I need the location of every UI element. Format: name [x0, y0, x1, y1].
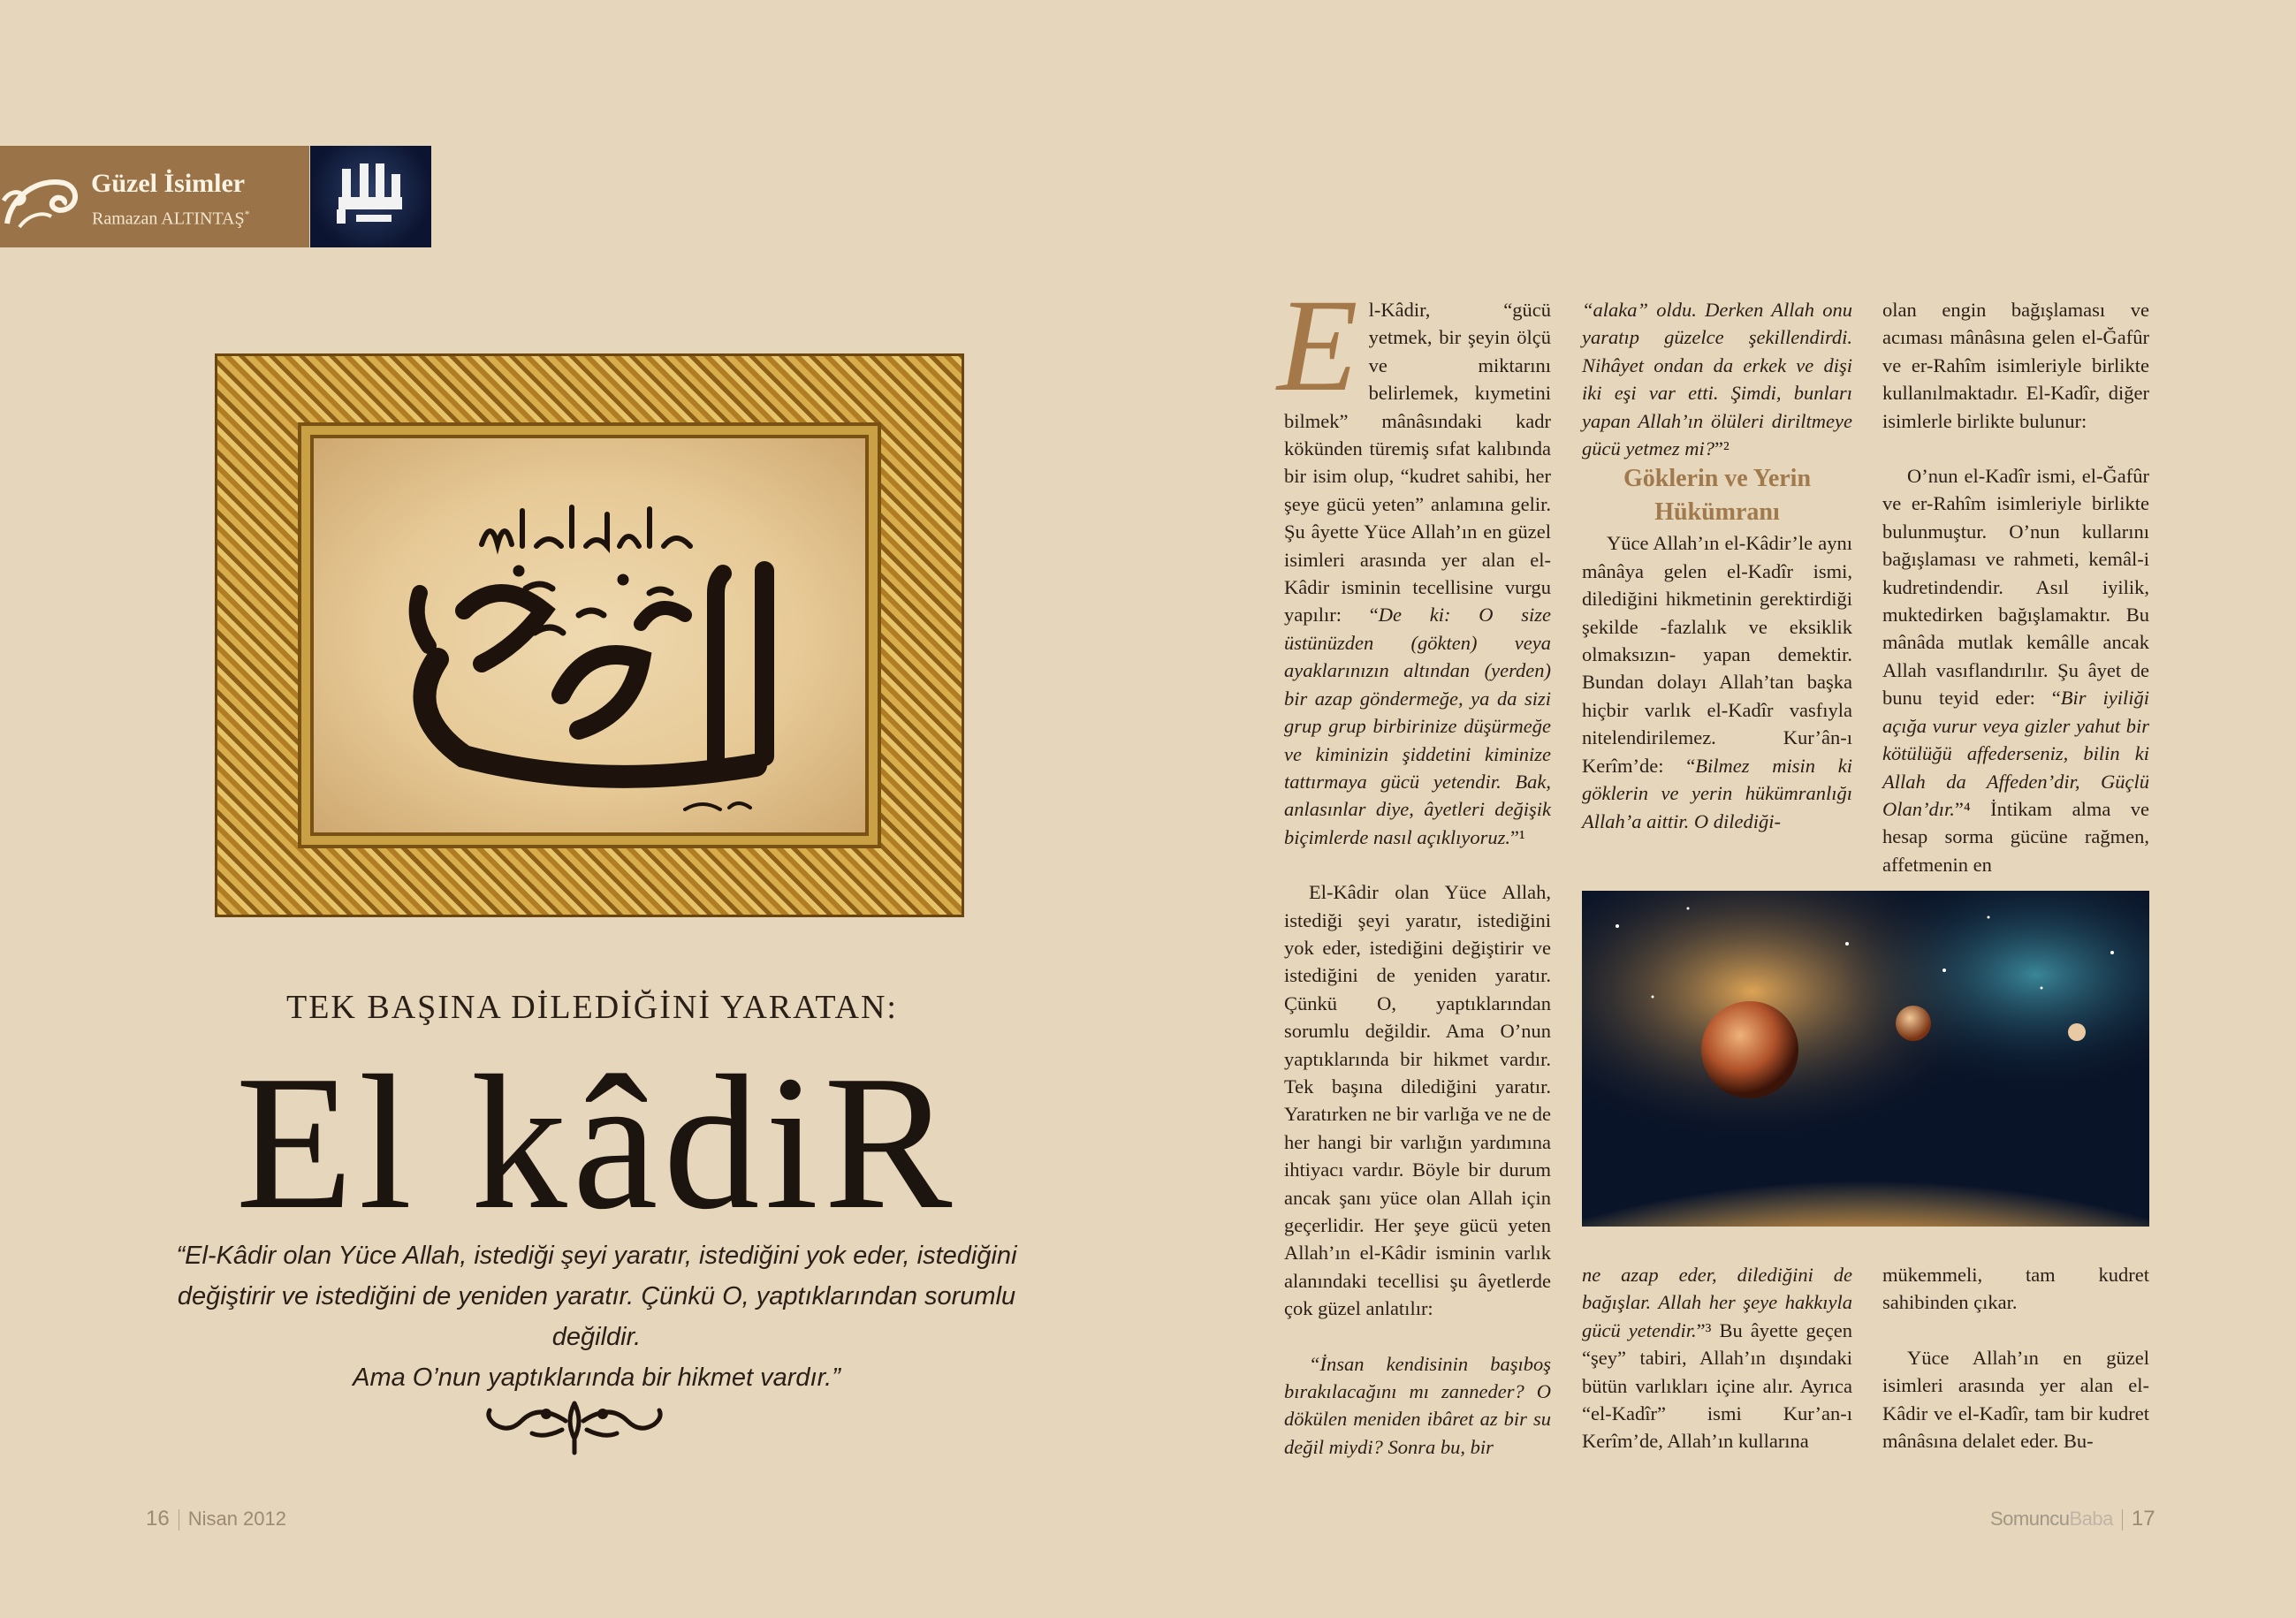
kufic-allah-icon: [330, 162, 411, 232]
left-page-footer: [146, 1507, 286, 1531]
section-title: Güzel İsimler: [91, 169, 246, 198]
right-page-footer: [1990, 1507, 2155, 1531]
calligraphy-frame: [215, 353, 964, 917]
article-column-3-continued: mükemmeli, tam kudret sahibinden çıkar. Yüce Allah’ın en güzel isimleri arasında yer alan el-Kâdir ve el-Kadîr, tam bir kudret mânâsına delalet eder. Bu-: [1882, 1264, 2149, 1453]
left-page-number: 16: [146, 1507, 170, 1531]
author-name: Ramazan ALTINTAŞ*: [92, 208, 250, 229]
section-subheading: Göklerin ve Yerin Hükümranı: [1623, 465, 1812, 527]
issue-date: Nisan 2012: [187, 1508, 287, 1530]
article-column-3: olan engin bağışlaması ve acıması mânâsına gelen el-Ğafûr ve er-Rahîm isimleriyle birlikte kullanılmaktadır. El-Kadîr, diğer isimlerle birlikte bulunur: O’nun el-Kadîr ismi, el-Ğafûr ve er-Rahîm isimleriyle birlikte bulunmuştur. O’nun kullarını bağışlaması ve rahmeti, kemâl-i kudretindendir. Asıl iyilik, muktedirken bağışlamaktır. Bu mânâda mutlak kemâlle ancak Allah vasıflandırılır. Şu âyet de bunu teyid eder: “Bir iyiliği açığa vurur veya gizler yahut bir kötülüğü affederseniz, bilin ki Allah da Affeden’dir, Güçlü Olan’dır.”⁴ İntikam alma ve hesap sorma gücüne rağmen, affetmenin en: [1882, 299, 2149, 876]
kufic-tile: [310, 146, 431, 247]
calligraphy-panel: [314, 438, 865, 832]
swirl-ornament-icon: [2, 165, 83, 231]
cosmos-image: [1582, 891, 2149, 1227]
article-column-2: “alaka” oldu. Derken Allah onu yaratıp güzelce şekillendirdi. Nihâyet ondan da erkek ve dişi iki eşi var etti. Şimdi, bunları yapan Allah’ın ölüleri diriltmeye gücü yetmez mi?”² Göklerin ve Yerin Hükümranı Yüce Allah’ın el-Kâdir’le aynı mânâya gelen el-Kadîr ismi, dilediğini hikmetinin gerektirdiği şekilde -fazlalık ve eksiklik olmaksızın- yapan demektir. Bundan dolayı Allah’tan başka hiçbir varlık el-Kadîr vasfıyla nitelendirilemez. Kur’ân-ı Kerîm’de: “Bilmez misin ki göklerin ve yerin hükümranlığı Allah’a aittir. O dilediği-: [1582, 299, 1852, 832]
article-title: El kâdiR: [235, 1037, 958, 1250]
pull-quote: “El-Kâdir olan Yüce Allah, istediği şeyi yaratır, istediğini yok eder, istediğini değiştirir ve istediğini de yeniden yaratır. Çünkü O, yaptıklarından sorumlu değildir. Ama O’nun yaptıklarında bir hikmet vardır.”: [176, 1242, 1017, 1392]
article-column-1: El-Kâdir, “gücü yetmek, bir şeyin ölçü ve miktarını belirlemek, kıymetini bilmek” mânâsındaki kadr kökünden türemiş sıfat kalıbında bir isim olup, “kudret sahibi, her şeye gücü yeten” anlamına gelir. Şu âyette Yüce Allah’ın en güzel isimleri arasında yer alan el-Kâdir isminin tecellisine vurgu yapılır: “De ki: O size üstünüzden (gökten) veya ayaklarınızın altından (yerden) bir azap göndermeğe, ya da sizi grup grup birbirinize düşürmeğe ve kiminizin şiddetini kiminize tattırmaya gücü yetendir. Bak, anlasınlar diye, âyetleri değişik biçimlerde nasıl açıklıyoruz.”¹ El-Kâdir olan Yüce Allah, istediği şeyi yaratır, istediğini yok eder, istediğini değiştirir ve istediğini de yeniden yaratır. Çünkü O, yaptıklarından sorumlu değildir. Ama O’nun yaptıklarında bir hikmet vardır. Tek başına dilediğini yaratır. Yaratırken ne bir varlığa ve ne de her hangi bir varlığın yardımına ihtiyacı vardır. Böyle bir durum ancak şanı yüce olan Allah için geçerlidir. Her şeye gücü yeten Allah’ın el-Kâdir isminin varlık alanındaki tecellisi şu âyetlerde çok güzel anlatılır: “İnsan kendisinin başıboş bırakılacağını mı zanneder? O dökülen meniden ibâret az bir su değil miydi? Sonra bu, bir: [1277, 272, 1551, 1458]
section-header: [0, 146, 309, 247]
article-subtitle: TEK BAŞINA DİLEDİĞİNİ YARATAN:: [286, 989, 898, 1026]
right-page-number: 17: [2131, 1507, 2155, 1531]
drop-cap: E: [1277, 272, 1358, 419]
article-column-2-continued: ne azap eder, dilediğini de bağışlar. Allah her şeye hakkıyla gücü yetendir.”³ Bu âyette geçen “şey” tabiri, Allah’ın dışındaki bütün varlıkları içine alır. Ayrıca “el-Kadîr” ismi Kur’an-ı Kerîm’de, Allah’ın kullarına: [1582, 1264, 1852, 1453]
arabic-calligraphy-icon: [314, 438, 865, 832]
magazine-brand: SomuncuBaba: [1990, 1508, 2113, 1530]
fleuron-ornament-icon: [477, 1394, 672, 1456]
